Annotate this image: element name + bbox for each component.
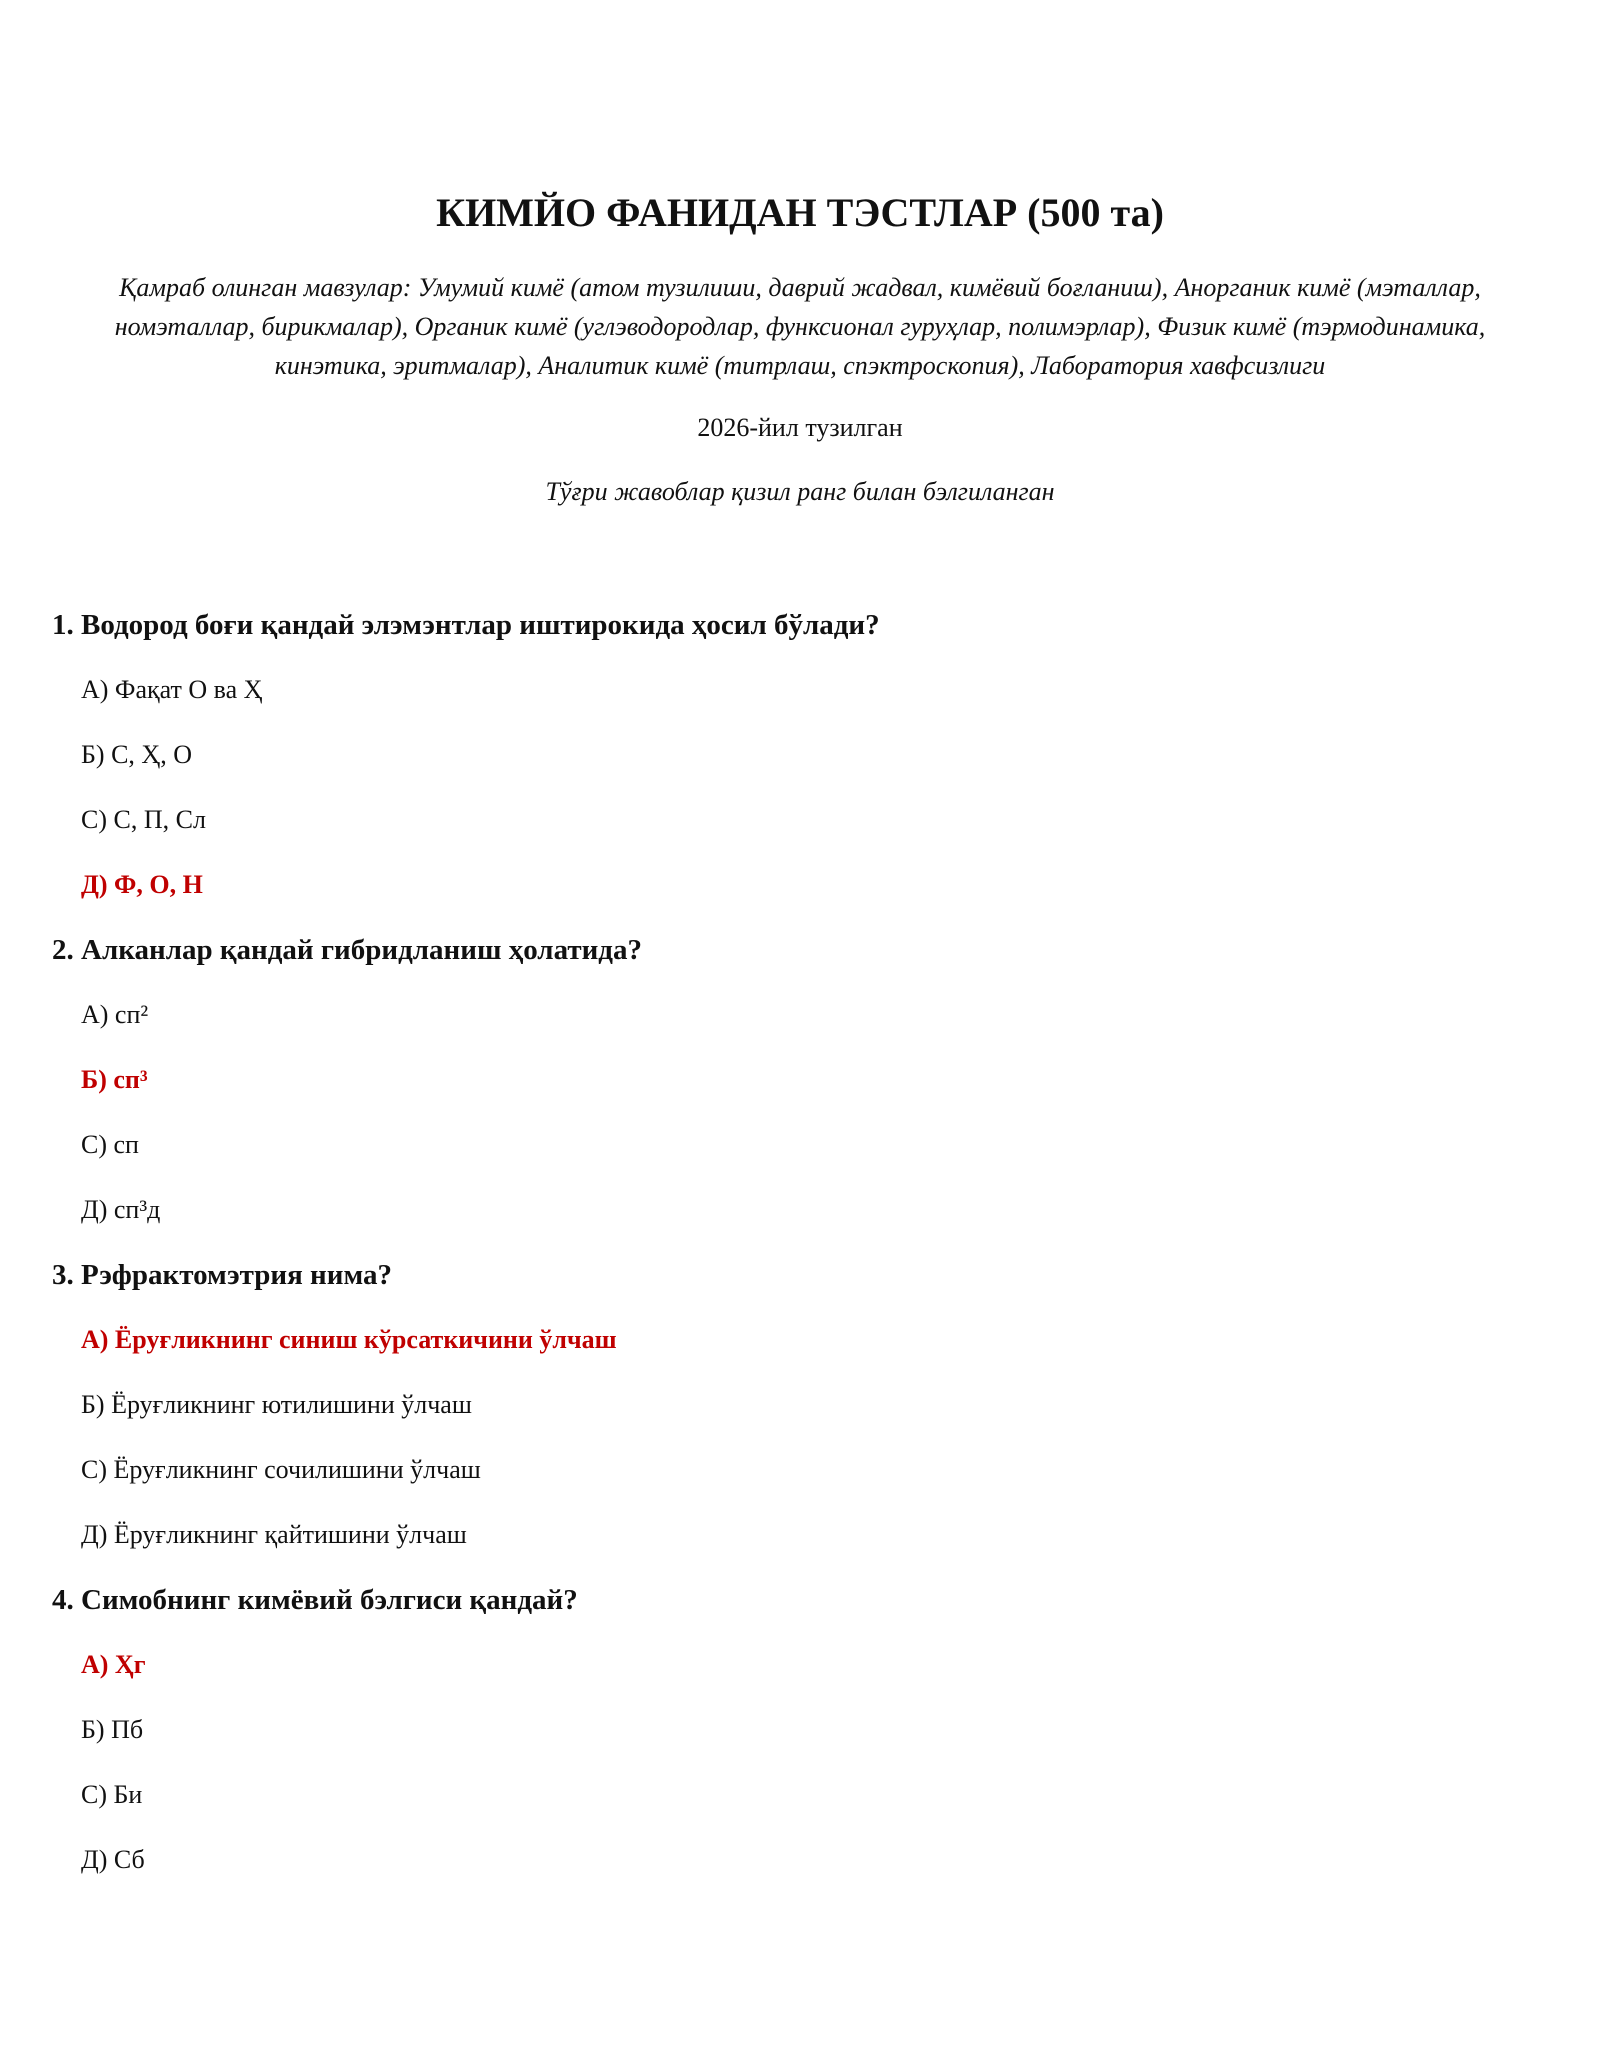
document-title: КИМЙО ФАНИДАН ТЭСТЛАР (500 та) [436,190,1164,235]
answer-option: Б) С, Ҳ, О [81,740,192,769]
answer-option: Д) Ёруғликнинг қайтишини ўлчаш [81,1520,467,1549]
correct-answer-option: Б) сп³ [81,1065,148,1094]
question-text: 1. Водород боғи қандай элэмэнтлар иштирокида ҳосил бўлади? [52,609,880,641]
answer-option: Д) Сб [81,1845,145,1874]
compiled-year: 2026-йил тузилган [697,413,903,442]
answer-option: Б) Пб [81,1715,144,1744]
correct-answer-option: Д) Ф, О, Н [81,870,203,899]
question-4 [52,1580,1552,1905]
question-text: 4. Симобнинг кимёвий бэлгиси қандай? [52,1584,578,1616]
question-text: 2. Алканлар қандай гибридланиш ҳолатида? [52,934,642,966]
answer-option: С) Би [81,1780,143,1809]
answer-option: Б) Ёруғликнинг ютилишини ўлчаш [81,1390,472,1419]
correct-answer-option: А) Ҳг [81,1650,146,1679]
answer-option: С) Ёруғликнинг сочилишини ўлчаш [81,1455,481,1484]
answer-option: Д) сп³д [81,1195,161,1224]
question-text: 3. Рэфрактомэтрия нима? [52,1259,392,1291]
answer-option: А) сп² [81,1000,149,1029]
answer-option: С) сп [81,1130,139,1159]
answer-option: А) Фақат О ва Ҳ [81,675,263,704]
covered-topics-note: Қамраб олинган мавзулар: Умумий кимё (атом тузилиши, даврий жадвал, кимёвий боғланиш), Анорганик кимё (мэталлар, номэталлар, бирикмалар), Органик кимё (углэводородлар, функсионал гуруҳлар, полимэрлар), Физик кимё (тэрмодинамика, кинэтика, эритмалар), Аналитик кимё (титрлаш, спэктроскопия), Лаборатория хавфсизлиги [114,273,1486,380]
question-2 [52,930,1552,1255]
question-1 [52,605,1552,930]
question-list [52,605,1552,1905]
question-3 [52,1255,1552,1580]
correct-answer-option: А) Ёруғликнинг синиш кўрсаткичини ўлчаш [81,1325,617,1354]
answer-option: С) С, П, Сл [81,805,206,834]
correct-answers-note: Тўғри жавоблар қизил ранг билан бэлгиланган [545,477,1055,506]
